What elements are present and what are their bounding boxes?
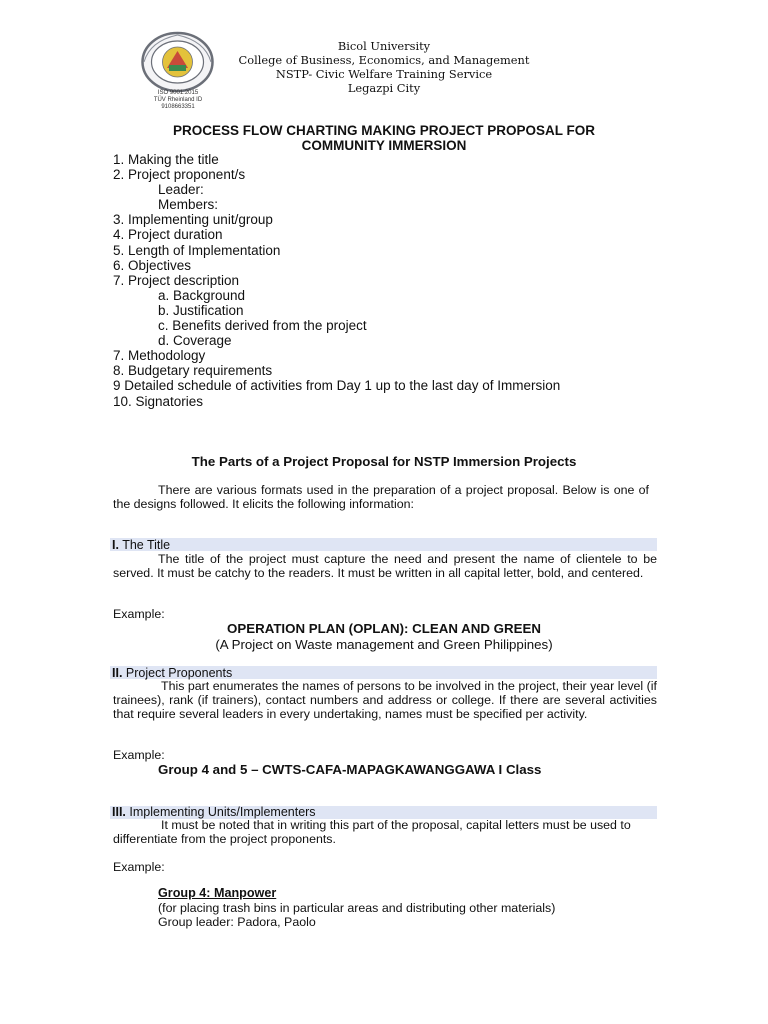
- section-label: Project Proponents: [122, 666, 233, 680]
- example-subtitle: (A Project on Waste management and Green Philippines): [215, 637, 553, 652]
- list-item: 10. Signatories: [113, 394, 204, 409]
- section-highlight: [110, 538, 657, 551]
- iso-line-1: ISO 9001:2015: [157, 90, 199, 96]
- section-number: II.: [112, 666, 123, 680]
- section-2-body: This part enumerates the names of persons to be involved in the project, their year level (if trainees), rank (if trainers), contact numbers and address or college. If there are several activities that require several leaders in every undertaking, names must be specified per activity.: [113, 679, 657, 721]
- service-name: NSTP- Civic Welfare Training Service: [275, 67, 493, 81]
- page-title-line-2: COMMUNITY IMMERSION: [301, 138, 467, 153]
- section-heading: The Parts of a Project Proposal for NSTP Immersion Projects: [191, 454, 577, 469]
- list-item: 2. Project proponent/s: [113, 167, 246, 182]
- intro-paragraph: There are various formats used in the preparation of a project proposal. Below is one of the designs followed. It elicits the following information:: [113, 483, 649, 511]
- list-item: Leader:: [158, 182, 204, 197]
- example-title: OPERATION PLAN (OPLAN): CLEAN AND GREEN: [227, 621, 541, 636]
- section-title-3: [112, 805, 316, 819]
- list-item: 9 Detailed schedule of activities from Day 1 up to the last day of Immersion: [113, 378, 561, 393]
- group-title: Group 4: Manpower: [158, 886, 277, 900]
- list-item: c. Benefits derived from the project: [158, 318, 367, 333]
- list-item: 6. Objectives: [113, 258, 192, 273]
- group-leader: Group leader: Padora, Paolo: [158, 915, 316, 929]
- section-title-1: [112, 538, 170, 552]
- group-description: (for placing trash bins in particular areas and distributing other materials): [158, 901, 556, 915]
- section-number: I.: [112, 538, 119, 552]
- list-item: 1. Making the title: [113, 152, 219, 167]
- college-name: College of Business, Economics, and Management: [238, 53, 530, 67]
- example-label: Example:: [113, 748, 165, 762]
- city-name: Legazpi City: [347, 81, 421, 95]
- list-item: 5. Length of Implementation: [113, 243, 281, 258]
- list-item: 8. Budgetary requirements: [113, 363, 273, 378]
- list-item: b. Justification: [158, 303, 244, 318]
- section-3-body: It must be noted that in writing this part of the proposal, capital letters must be used to differentiate from the project proponents.: [113, 818, 631, 846]
- iso-line-2: TÜV Rheinland ID 9108663351: [153, 97, 203, 110]
- section-number: III.: [112, 805, 126, 819]
- page-title: PROCESS FLOW CHARTING MAKING PROJECT PROPOSAL FOR: [172, 123, 596, 138]
- list-item: a. Background: [158, 288, 246, 303]
- university-name: Bicol University: [337, 39, 431, 53]
- section-label: Implementing Units/Implementers: [125, 805, 316, 819]
- section-title-2: [112, 666, 232, 680]
- example-label: Example:: [113, 860, 165, 874]
- section-1-body: The title of the project must capture the need and present the name of clientele to be served. It must be catchy to the readers. It must be written in all capital letter, bold, and centered.: [113, 552, 657, 580]
- list-item: d. Coverage: [158, 333, 232, 348]
- example-label: Example:: [113, 607, 165, 621]
- example-value: Group 4 and 5 – CWTS-CAFA-MAPAGKAWANGGAWA I Class: [158, 762, 542, 777]
- list-item: Members:: [158, 197, 219, 212]
- list-item: 7. Project description: [113, 273, 240, 288]
- list-item: 3. Implementing unit/group: [113, 212, 273, 227]
- section-label: The Title: [118, 538, 171, 552]
- list-item: 4. Project duration: [113, 227, 223, 242]
- list-item: 7. Methodology: [113, 348, 206, 363]
